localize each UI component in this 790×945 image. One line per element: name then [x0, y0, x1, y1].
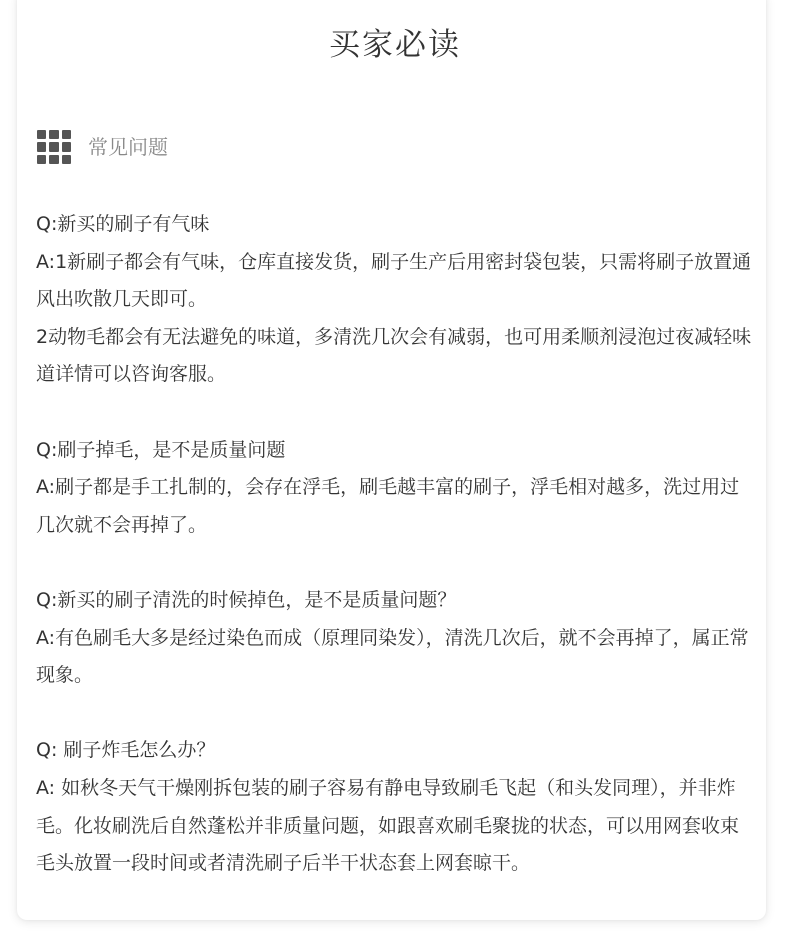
faq-question: Q: 刷子炸毛怎么办？ [36, 739, 216, 762]
faq-answer: A:有色刷毛大多是经过染色而成（原理同染发），清洗几次后，就不会再掉了，属正常现象。 [36, 626, 749, 687]
faq-answer: 2动物毛都会有无法避免的味道，多清洗几次会有减弱，也可用柔顺剂浸泡过夜减轻味道详情可以咨询客服。 [36, 325, 752, 386]
faq-item [36, 206, 754, 394]
faq-question: Q:新买的刷子清洗的时候掉色，是不是质量问题？ [36, 588, 457, 611]
section-label: 常见问题 [88, 135, 168, 159]
faq-question: Q:新买的刷子有气味 [36, 213, 210, 235]
faq-answer: A:1新刷子都会有气味，仓库直接发货，刷子生产后用密封袋包装，只需将刷子放置通风出吹散几天即可。 [36, 250, 752, 311]
faq-answer: A: 如秋冬天气干燥刚拆包装的刷子容易有静电导致刷毛飞起（和头发同理），并非炸毛。化妆刷洗后自然蓬松并非质量问题，如跟喜欢刷毛聚拢的状态，可以用网套收束毛头放置一段时间或者清洗刷子后半干状态套上网套晾干。 [36, 776, 740, 875]
faq-list [36, 206, 754, 920]
faq-item [36, 732, 754, 882]
faq-answer: A:刷子都是手工扎制的，会存在浮毛，刷毛越丰富的刷子，浮毛相对越多，洗过用过几次就不会再掉了。 [36, 476, 740, 536]
faq-item [36, 432, 754, 545]
grid-icon [37, 130, 71, 164]
faq-item [36, 582, 754, 695]
faq-question: Q:刷子掉毛，是不是质量问题 [36, 438, 286, 461]
section-header [37, 130, 168, 164]
page-title: 买家必读 [329, 27, 461, 63]
